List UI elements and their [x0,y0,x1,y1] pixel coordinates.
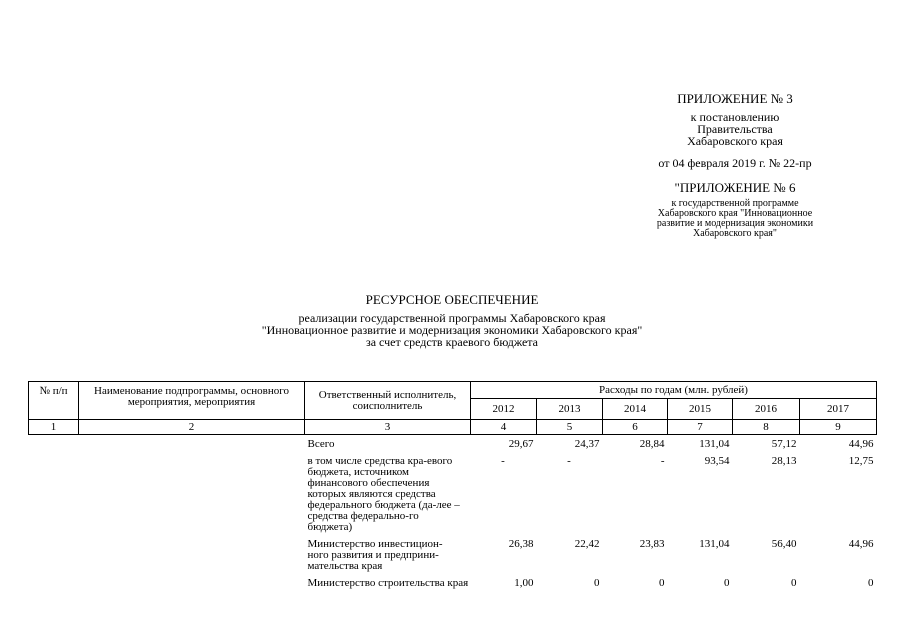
doc-subtitle [152,312,752,348]
doc-subtitle-line: "Инновационное развитие и модернизация экономики Хабаровского края" [261,323,643,337]
subappendix-line: Хабаровского края" [693,228,777,239]
cell-num [29,435,79,453]
appendix-date: от 04 февраля 2019 г. № 22-пр [658,156,812,170]
cell-value: 93,54 [704,455,730,467]
appendix-line: Хабаровского края [687,134,783,148]
cell-value: 131,04 [699,538,730,550]
header-group: Расходы по годам (млн. рублей) [471,382,877,399]
cell-name [79,535,305,574]
cell-value: 12,75 [848,455,874,467]
table-colnum-row [29,420,877,435]
colnum: 4 [471,420,537,435]
cell-value: 44,96 [848,438,874,450]
header-year: 2017 [800,399,877,420]
cell-num [29,452,79,535]
cell-value: 24,37 [574,438,600,450]
cell-num [29,574,79,591]
cell-value: 56,40 [771,538,797,550]
appendix-title: ПРИЛОЖЕНИЕ № 3 [677,91,793,106]
subappendix-line: развитие и модернизация экономики [656,218,814,229]
cell-label: в том числе средства кра-евого бюджета, источником финансового обеспечения которых являются средства федерального бюджета (да-лее – средства федерально-го бюджета) [307,455,460,533]
cell-label: Всего [307,438,335,450]
cell-name [79,452,305,535]
cell-name [79,574,305,591]
resource-table [28,381,877,591]
header-year: 2016 [733,399,800,420]
subappendix-title: "ПРИЛОЖЕНИЕ № 6 [674,180,796,195]
header-year: 2013 [537,399,603,420]
cell-value: 26,38 [508,538,534,550]
header-year: 2012 [471,399,537,420]
table-row [29,574,877,591]
appendix-line: Правительства [697,122,773,136]
cell-value: 0 [724,577,730,589]
cell-value: 28,13 [771,455,797,467]
cell-value: 1,00 [514,577,534,589]
cell-value: - [567,455,571,467]
doc-title: РЕСУРСНОЕ ОБЕСПЕЧЕНИЕ [365,292,539,307]
colnum: 8 [733,420,800,435]
colnum: 9 [800,420,877,435]
cell-num [29,535,79,574]
cell-value: 0 [791,577,797,589]
table-header-row [29,382,877,399]
cell-name [79,435,305,453]
cell-value: 23,83 [639,538,665,550]
header-name: Наименование подпрограммы, основного мероприятия, мероприятия [79,382,305,420]
cell-value: 22,42 [574,538,600,550]
cell-value: 0 [594,577,600,589]
doc-subtitle-line: за счет средств краевого бюджета [365,335,539,349]
colnum: 3 [305,420,471,435]
cell-value: 57,12 [771,438,797,450]
table-row [29,435,877,453]
cell-value: 28,84 [639,438,665,450]
colnum: 1 [29,420,79,435]
cell-value: 131,04 [699,438,730,450]
cell-value: 0 [659,577,665,589]
header-exec: Ответственный исполнитель, соисполнитель [305,382,471,420]
appendix-line: к постановлению [690,110,780,124]
header-year: 2015 [668,399,733,420]
table-row [29,452,877,535]
cell-value: 0 [868,577,874,589]
cell-value: 29,67 [508,438,534,450]
doc-subtitle-line: реализации государственной программы Хабаровского края [298,311,606,325]
header-num: № п/п [29,382,79,420]
colnum: 2 [79,420,305,435]
appendix-resolution [660,111,810,147]
subappendix-line: Хабаровского края "Инновационное [657,208,813,219]
table-row [29,535,877,574]
colnum: 6 [603,420,668,435]
header-year: 2014 [603,399,668,420]
colnum: 7 [668,420,733,435]
cell-value: - [660,455,665,467]
cell-value: 44,96 [848,538,874,550]
cell-label: Министерство строительства края [307,577,469,589]
colnum: 5 [537,420,603,435]
cell-value: - [501,455,505,467]
subappendix-text [625,199,845,239]
cell-label: Министерство инвестицион-ного развития и предприни-мательства края [307,538,443,572]
subappendix-line: к государственной программе [671,198,799,209]
